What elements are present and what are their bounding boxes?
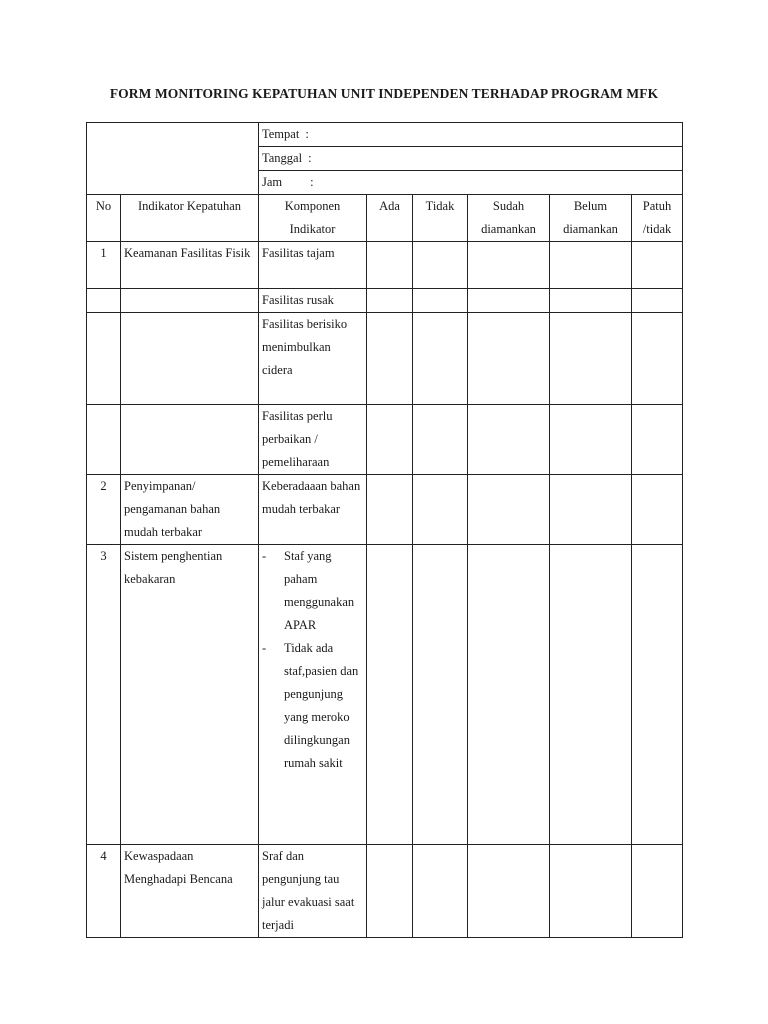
patuh-cell[interactable] <box>632 313 683 405</box>
komponen-cell: Fasilitas rusak <box>259 289 367 313</box>
table-row <box>87 289 683 313</box>
row-number <box>87 313 121 405</box>
tanggal-colon: : <box>308 151 312 165</box>
jam-colon: : <box>310 175 314 189</box>
indikator-cell <box>121 289 259 313</box>
indikator-cell: Keamanan Fasilitas Fisik <box>121 242 259 289</box>
header-sudah: Sudah diamankan <box>468 195 550 242</box>
belum-cell[interactable] <box>550 475 632 545</box>
tidak-cell[interactable] <box>413 475 468 545</box>
tidak-cell[interactable] <box>413 313 468 405</box>
ada-cell[interactable] <box>367 545 413 845</box>
row-number: 3 <box>87 545 121 845</box>
table-row <box>87 242 683 289</box>
tempat-field[interactable] <box>259 123 683 147</box>
jam-field[interactable] <box>259 171 683 195</box>
bullet-text: Tidak ada staf,pasien dan pengunjung yang meroko dilingkungan rumah sakit <box>284 641 359 770</box>
komponen-cell <box>259 545 367 845</box>
komponen-cell: Sraf dan pengunjung tau jalur evakuasi saat terjadi <box>259 845 367 938</box>
bullet-marker: - <box>262 549 267 563</box>
tidak-cell[interactable] <box>413 845 468 938</box>
monitoring-form-table <box>86 122 683 938</box>
ada-cell[interactable] <box>367 475 413 545</box>
header-belum: Belum diamankan <box>550 195 632 242</box>
sudah-cell[interactable] <box>468 313 550 405</box>
sudah-cell[interactable] <box>468 405 550 475</box>
ada-cell[interactable] <box>367 289 413 313</box>
table-row <box>87 545 683 845</box>
table-row <box>87 845 683 938</box>
sudah-cell[interactable] <box>468 242 550 289</box>
sudah-cell[interactable] <box>468 289 550 313</box>
page-title: FORM MONITORING KEPATUHAN UNIT INDEPENDEN TERHADAP PROGRAM MFK <box>109 86 659 101</box>
tempat-label: Tempat <box>262 127 300 141</box>
indikator-cell <box>121 313 259 405</box>
row-number <box>87 289 121 313</box>
belum-cell[interactable] <box>550 545 632 845</box>
bullet-marker: - <box>262 641 267 655</box>
sudah-cell[interactable] <box>468 845 550 938</box>
belum-cell[interactable] <box>550 845 632 938</box>
tanggal-field[interactable] <box>259 147 683 171</box>
tidak-cell[interactable] <box>413 405 468 475</box>
tidak-cell[interactable] <box>413 545 468 845</box>
indikator-cell <box>121 405 259 475</box>
header-ada: Ada <box>367 195 413 242</box>
belum-cell[interactable] <box>550 242 632 289</box>
sudah-cell[interactable] <box>468 475 550 545</box>
tanggal-label: Tanggal <box>262 151 303 165</box>
header-tidak: Tidak <box>413 195 468 242</box>
sudah-cell[interactable] <box>468 545 550 845</box>
bullet-text: Staf yang paham menggunakan APAR <box>284 549 355 632</box>
header-no: No <box>87 195 121 242</box>
patuh-cell[interactable] <box>632 289 683 313</box>
patuh-cell[interactable] <box>632 405 683 475</box>
komponen-cell: Fasilitas berisiko menimbulkan cidera <box>259 313 367 405</box>
blank-header-cell <box>87 123 259 195</box>
indikator-cell: Kewaspadaan Menghadapi Bencana <box>121 845 259 938</box>
bullet-item <box>262 637 363 775</box>
header-patuh: Patuh /tidak <box>632 195 683 242</box>
tidak-cell[interactable] <box>413 289 468 313</box>
patuh-cell[interactable] <box>632 475 683 545</box>
ada-cell[interactable] <box>367 405 413 475</box>
meta-row-tempat <box>87 123 683 147</box>
tidak-cell[interactable] <box>413 242 468 289</box>
header-indikator: Indikator Kepatuhan <box>121 195 259 242</box>
table-row <box>87 475 683 545</box>
column-header-row <box>87 195 683 242</box>
patuh-cell[interactable] <box>632 845 683 938</box>
ada-cell[interactable] <box>367 845 413 938</box>
indikator-cell: Sistem penghentian kebakaran <box>121 545 259 845</box>
belum-cell[interactable] <box>550 405 632 475</box>
komponen-cell: Keberadaaan bahan mudah terbakar <box>259 475 367 545</box>
ada-cell[interactable] <box>367 313 413 405</box>
komponen-cell: Fasilitas tajam <box>259 242 367 289</box>
row-number <box>87 405 121 475</box>
indikator-cell: Penyimpanan/ pengamanan bahan mudah terbakar <box>121 475 259 545</box>
row-number: 2 <box>87 475 121 545</box>
header-komponen: Komponen Indikator <box>259 195 367 242</box>
table-row <box>87 405 683 475</box>
belum-cell[interactable] <box>550 313 632 405</box>
tempat-colon: : <box>305 127 309 141</box>
bullet-item <box>262 545 363 637</box>
patuh-cell[interactable] <box>632 242 683 289</box>
row-number: 4 <box>87 845 121 938</box>
komponen-cell: Fasilitas perlu perbaikan / pemeliharaan <box>259 405 367 475</box>
jam-label: Jam <box>262 175 283 189</box>
table-row <box>87 313 683 405</box>
row-number: 1 <box>87 242 121 289</box>
belum-cell[interactable] <box>550 289 632 313</box>
patuh-cell[interactable] <box>632 545 683 845</box>
ada-cell[interactable] <box>367 242 413 289</box>
